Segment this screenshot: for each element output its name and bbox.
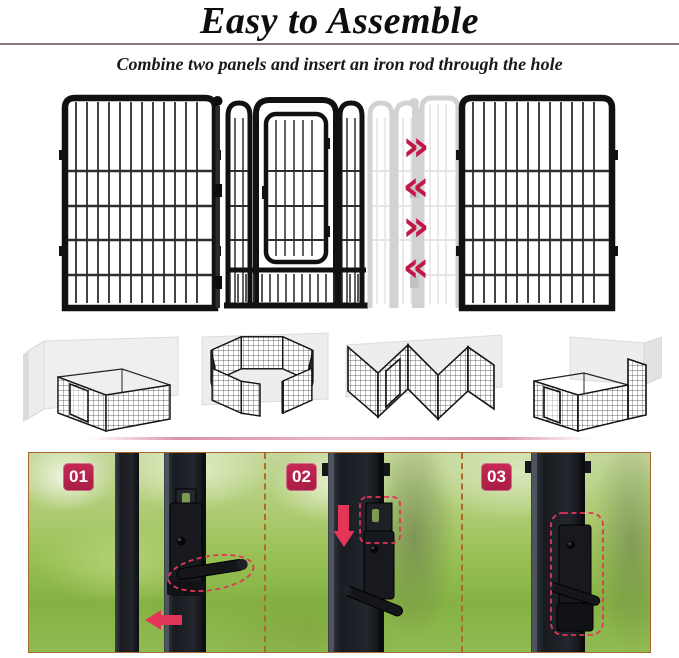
black-fence-panel-right-icon bbox=[456, 98, 618, 308]
step-number-badge: 02 bbox=[286, 463, 317, 491]
zigzag-fence-illustration bbox=[340, 325, 510, 437]
latch-bracket-icon bbox=[557, 525, 593, 631]
latch-bracket-icon bbox=[364, 503, 394, 599]
panel-assembly-diagram bbox=[0, 86, 679, 324]
title-divider-line bbox=[0, 43, 679, 45]
octagon-pen-illustration bbox=[188, 325, 338, 437]
insert-arrow-left-icon: « bbox=[402, 242, 430, 291]
insert-arrow-left-icon: « bbox=[402, 161, 430, 210]
latch-steps-photo-strip bbox=[28, 452, 651, 653]
insert-arrow-right-icon: » bbox=[402, 201, 430, 250]
latch-step-3 bbox=[461, 453, 650, 652]
door-panel-icon bbox=[224, 100, 368, 308]
step-number-badge: 03 bbox=[481, 463, 512, 491]
configuration-examples-row bbox=[18, 325, 662, 437]
corner-rectangle-pen-illustration bbox=[18, 325, 186, 437]
corner-square-pen-illustration bbox=[512, 325, 662, 437]
latch-step-1 bbox=[29, 453, 264, 652]
page-subtitle: Combine two panels and insert an iron rod through the hole bbox=[116, 54, 563, 74]
page-title: Easy to Assemble bbox=[200, 0, 479, 42]
insert-arrow-right-icon: » bbox=[402, 121, 430, 170]
black-fence-panel-icon bbox=[59, 98, 221, 308]
step-number-badge: 01 bbox=[63, 463, 94, 491]
pink-divider-line bbox=[90, 437, 590, 440]
latch-step-2 bbox=[264, 453, 461, 652]
